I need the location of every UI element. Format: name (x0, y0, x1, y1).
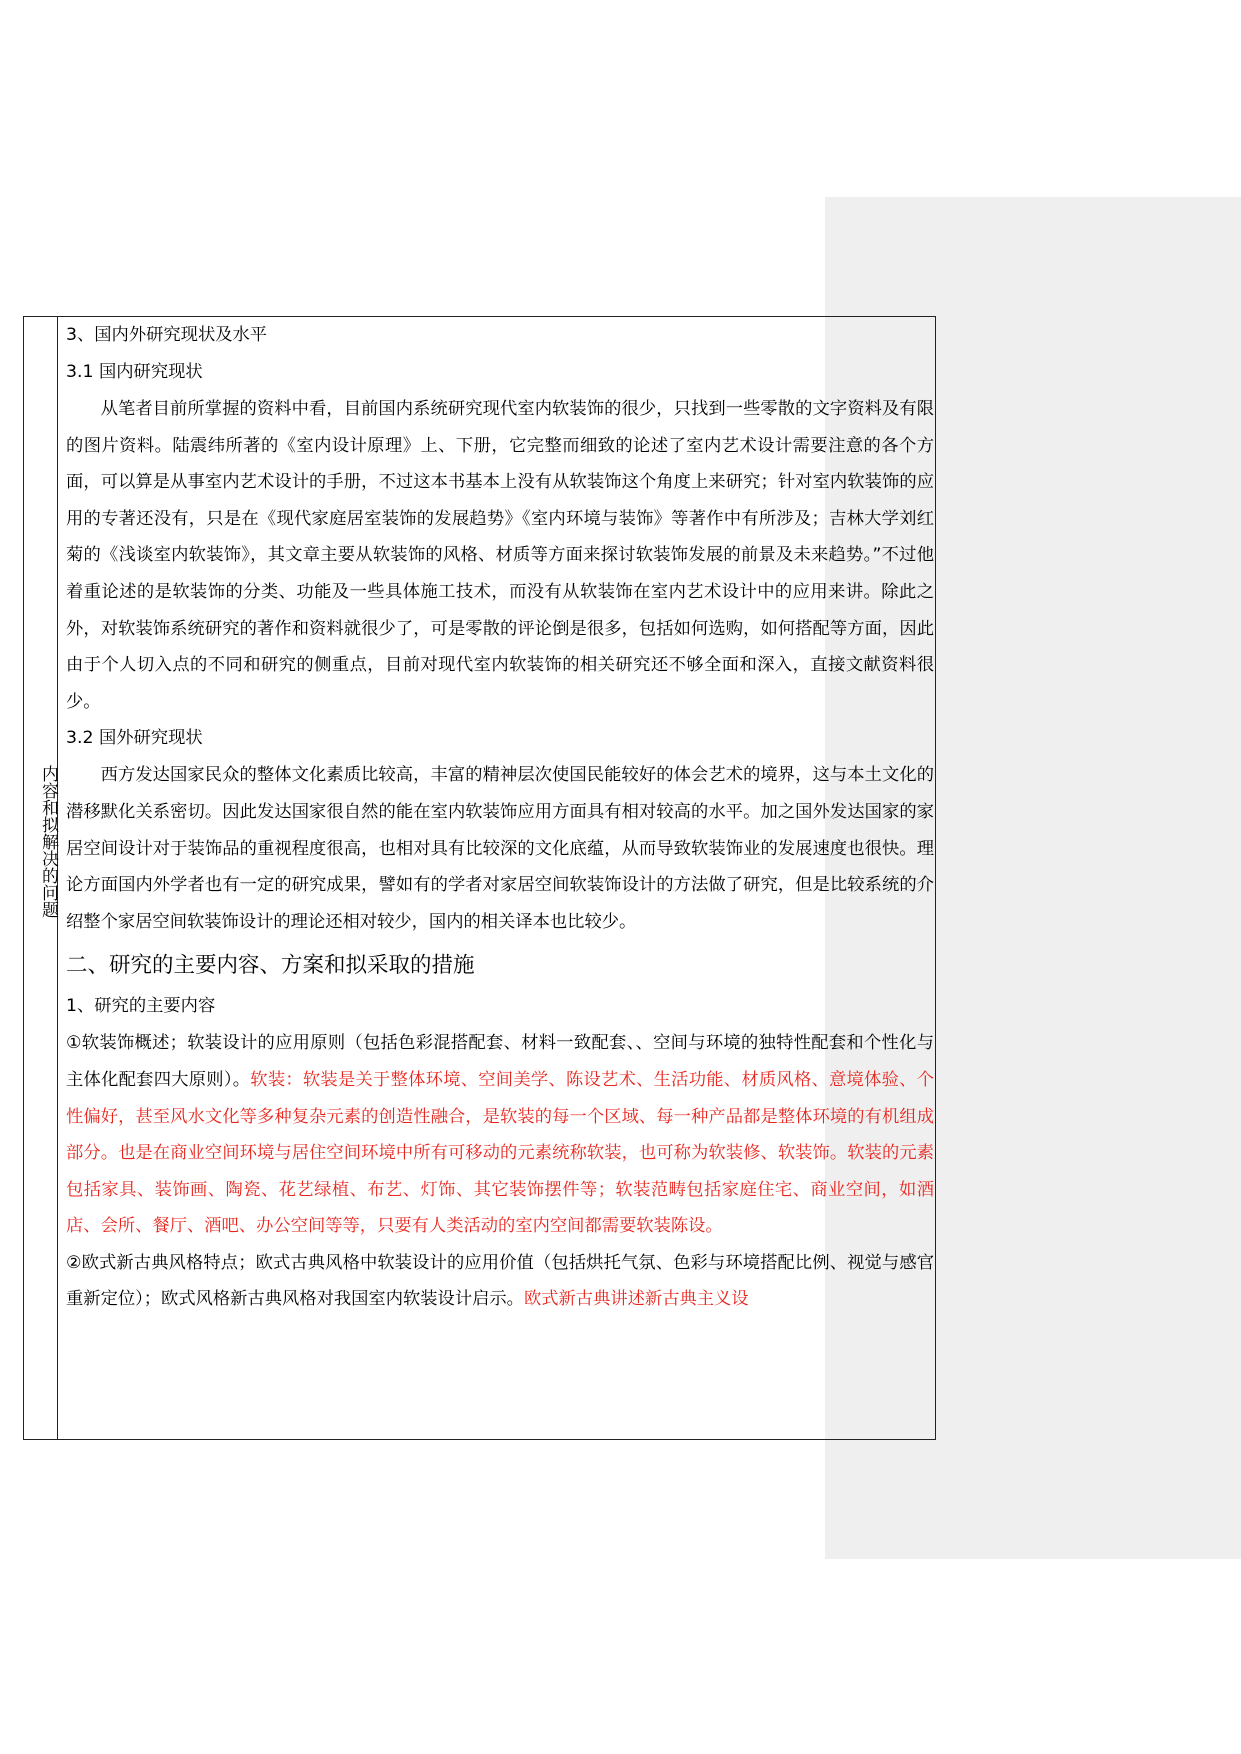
section-3-heading: 3、国内外研究现状及水平 (66, 325, 268, 345)
row-label-column (24, 317, 58, 1439)
table-content-cell (66, 317, 934, 1318)
foreign-research-paragraph: 西方发达国家民众的整体文化素质比较高，丰富的精神层次使国民能较好的体会艺术的境界，这与本土文化的潜移默化关系密切。因此发达国家很自然的能在室内软装饰应用方面具有相对较高的水平。加之国外发达国家的家居空间设计对于装饰品的重视程度很高，也相对具有比较深的文化底蕴，从而导致软装饰业的发展速度也很快。理论方面国内外学者也有一定的研究成果，譬如有的学者对家居空间软装饰设计的方法做了研究，但是比较系统的介绍整个家居空间软装饰设计的理论还相对较少，国内的相关译本也比较少。 (66, 765, 934, 932)
domestic-research-paragraph: 从笔者目前所掌握的资料中看，目前国内系统研究现代室内软装饰的很少，只找到一些零散的文字资料及有限的图片资料。陆震纬所著的《室内设计原理》上、下册，它完整而细致的论述了室内艺术设计需要注意的各个方面，可以算是从事室内艺术设计的手册，不过这本书基本上没有从软装饰这个角度上来研究；针对室内软装饰的应用的专著还没有，只是在《现代家庭居室装饰的发展趋势》《室内环境与装饰》等著作中有所涉及；吉林大学刘红菊的《浅谈室内软装饰》，其文章主要从软装饰的风格、材质等方面来探讨软装饰发展的前景及未来趋势。”不过他着重论述的是软装饰的分类、功能及一些具体施工技术，而没有从软装饰在室内艺术设计中的应用来讲。除此之外，对软装饰系统研究的著作和资料就很少了，可是零散的评论倒是很多，包括如何选购，如何搭配等方面，因此由于个人切入点的不同和研究的侧重点，目前对现代室内软装饰的相关研究还不够全面和深入，直接文献资料很少。 (66, 399, 934, 712)
document-table (23, 316, 936, 1440)
section-two-heading: 二、研究的主要内容、方案和拟采取的措施 (66, 953, 475, 979)
content-item-1 (66, 1025, 934, 1245)
section-3-1-heading: 3.1 国内研究现状 (66, 362, 203, 382)
section-3-2-heading: 3.2 国外研究现状 (66, 728, 203, 749)
row-label: 内容和拟解决的问题 (38, 765, 58, 918)
item-1-comment-text: 软装：软装是关于整体环境、空间美学、陈设艺术、生活功能、材质风格、意境体验、个性偏好，甚至风水文化等多种复杂元素的创造性融合，是软装的每一个区域、每一种产品都是整体环境的有机组成部分。也是在商业空间环境与居住空间环境中所有可移动的元素统称软装，也可称为软装修、软装饰。软装的元素包括家具、装饰画、陶瓷、花艺绿植、布艺、灯饰、其它装饰摆件等；软装范畴包括家庭住宅、商业空间，如酒店、会所、餐厅、酒吧、办公空间等等，只要有人类活动的室内空间都需要软装陈设。 (66, 1069, 934, 1237)
main-content-heading: 1、研究的主要内容 (66, 996, 216, 1017)
item-2-text: ②欧式新古典风格特点；欧式古典风格中软装设计的应用价值（包括烘托气氛、色彩与环境搭配比例、视觉与感官重新定位）；欧式风格新古典风格对我国室内软装设计启示。 (66, 1252, 934, 1310)
item-2-comment-text: 欧式新古典讲述新古典主义设 (523, 1289, 749, 1310)
content-item-2 (66, 1245, 934, 1318)
item-1-text: ①软装饰概述；软装设计的应用原则（包括色彩混搭配套、材料一致配套、、空间与环境的独特性配套和个性化与主体化配套四大原则）。 (66, 1033, 934, 1090)
